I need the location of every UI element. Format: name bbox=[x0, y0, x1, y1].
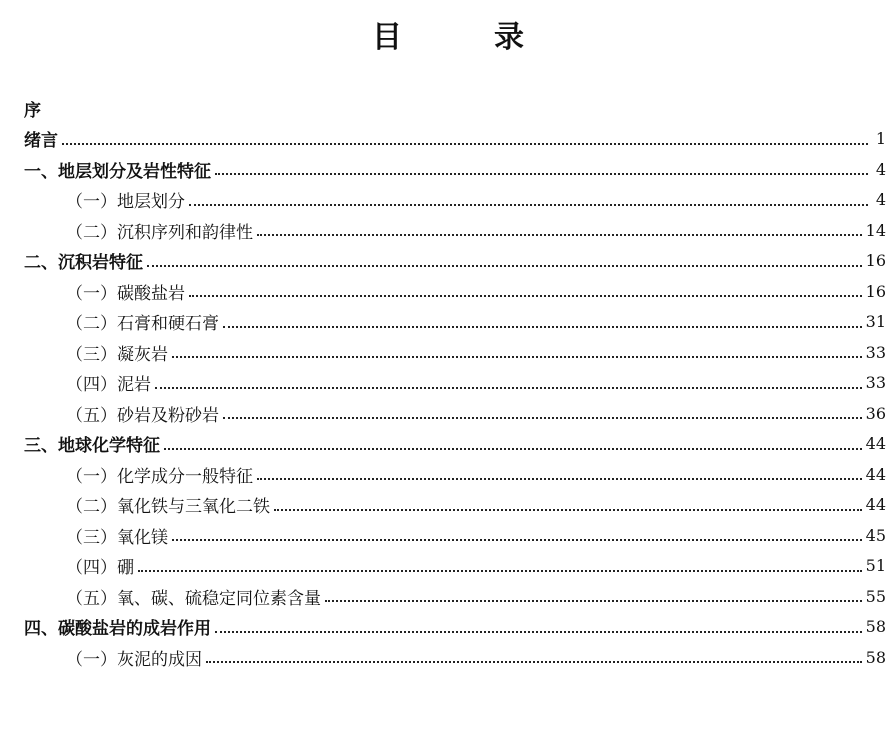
dot-leader bbox=[325, 600, 862, 602]
toc-entry bbox=[0, 642, 896, 672]
toc-entry-page-number: 4 bbox=[875, 190, 886, 209]
toc-entry-label: （一）地层划分 bbox=[66, 192, 185, 212]
toc-entry-page-number: 14 bbox=[865, 220, 886, 240]
dot-leader bbox=[172, 356, 862, 358]
toc-entry-label: （五）氧、碳、硫稳定同位素含量 bbox=[66, 588, 321, 609]
toc-entry-label: 二、沉积岩特征 bbox=[24, 253, 143, 273]
toc-entry bbox=[0, 520, 896, 550]
toc-entry-label: （四）硼 bbox=[66, 558, 134, 578]
toc-entry-page-number: 16 bbox=[865, 281, 886, 301]
toc-entry-page-number: 51 bbox=[865, 556, 886, 575]
toc-entry bbox=[0, 154, 896, 184]
toc-entry bbox=[0, 124, 896, 154]
dot-leader bbox=[189, 204, 868, 206]
dot-leader bbox=[223, 417, 862, 419]
toc-entry-page-number: 16 bbox=[865, 251, 886, 270]
dot-leader bbox=[257, 478, 862, 480]
toc-entry-page-number: 33 bbox=[865, 342, 886, 362]
page-title bbox=[0, 12, 896, 56]
toc-entry-label: （一）碳酸盐岩 bbox=[66, 283, 185, 304]
dot-leader bbox=[62, 143, 868, 145]
toc-entry bbox=[0, 215, 896, 245]
toc-entry-page-number: 58 bbox=[865, 617, 886, 636]
toc-entry-page-number: 44 bbox=[865, 495, 886, 514]
toc-entry-label: 序 bbox=[24, 100, 41, 121]
toc-entry-page-number: 44 bbox=[865, 434, 886, 453]
toc-entry-page-number: 55 bbox=[865, 586, 886, 606]
toc-entry-page-number: 58 bbox=[865, 647, 886, 667]
toc-entry-page-number: 1 bbox=[875, 129, 886, 148]
toc-entry bbox=[0, 368, 896, 398]
toc-entry bbox=[0, 429, 896, 459]
toc-entry bbox=[0, 276, 896, 306]
toc-entry-label: （三）氧化镁 bbox=[66, 527, 168, 548]
toc-entry bbox=[0, 398, 896, 428]
toc-entry bbox=[0, 551, 896, 581]
toc-entry-label: 三、地球化学特征 bbox=[24, 436, 160, 456]
toc-entry-label: 绪言 bbox=[24, 131, 58, 151]
toc-entry-label: 一、地层划分及岩性特征 bbox=[24, 161, 211, 182]
toc-entry-page-number: 31 bbox=[865, 312, 886, 331]
toc-entry-label: （五）砂岩及粉砂岩 bbox=[66, 405, 219, 426]
toc-entry-page-number: 36 bbox=[865, 403, 886, 423]
toc-entry-label: （二）石膏和硬石膏 bbox=[66, 314, 219, 334]
toc-entry-page-number: 4 bbox=[875, 159, 886, 179]
toc-entry bbox=[0, 93, 896, 123]
dot-leader bbox=[172, 539, 862, 541]
title-char-2: 录 bbox=[494, 20, 524, 55]
toc-entry bbox=[0, 459, 896, 489]
toc-entry-label: （二）氧化铁与三氧化二铁 bbox=[66, 497, 270, 517]
toc-entry-label: （一）化学成分一般特征 bbox=[66, 466, 253, 487]
dot-leader bbox=[147, 265, 862, 267]
dot-leader bbox=[215, 631, 862, 633]
title-char-1: 目 bbox=[372, 20, 402, 55]
dot-leader bbox=[257, 234, 862, 236]
toc-entry-page-number: 33 bbox=[865, 373, 886, 392]
toc-entry bbox=[0, 185, 896, 215]
toc-entry-label: （四）泥岩 bbox=[66, 375, 151, 395]
toc-entry bbox=[0, 246, 896, 276]
toc-entry bbox=[0, 612, 896, 642]
toc-entry bbox=[0, 581, 896, 611]
toc-entry-label: （二）沉积序列和韵律性 bbox=[66, 222, 253, 243]
dot-leader bbox=[215, 173, 868, 175]
dot-leader bbox=[206, 661, 862, 663]
toc-entry-label: （三）凝灰岩 bbox=[66, 344, 168, 365]
toc-entry bbox=[0, 337, 896, 367]
dot-leader bbox=[138, 570, 862, 572]
toc-entry bbox=[0, 307, 896, 337]
toc-entry-page-number: 44 bbox=[865, 464, 886, 484]
dot-leader bbox=[164, 448, 862, 450]
dot-leader bbox=[155, 387, 862, 389]
toc-entry-label: 四、碳酸盐岩的成岩作用 bbox=[24, 619, 211, 639]
toc-entry-page-number: 45 bbox=[865, 525, 886, 545]
toc-entry bbox=[0, 490, 896, 520]
dot-leader bbox=[223, 326, 862, 328]
dot-leader bbox=[189, 295, 862, 297]
toc-entry-label: （一）灰泥的成因 bbox=[66, 649, 202, 670]
dot-leader bbox=[274, 509, 862, 511]
